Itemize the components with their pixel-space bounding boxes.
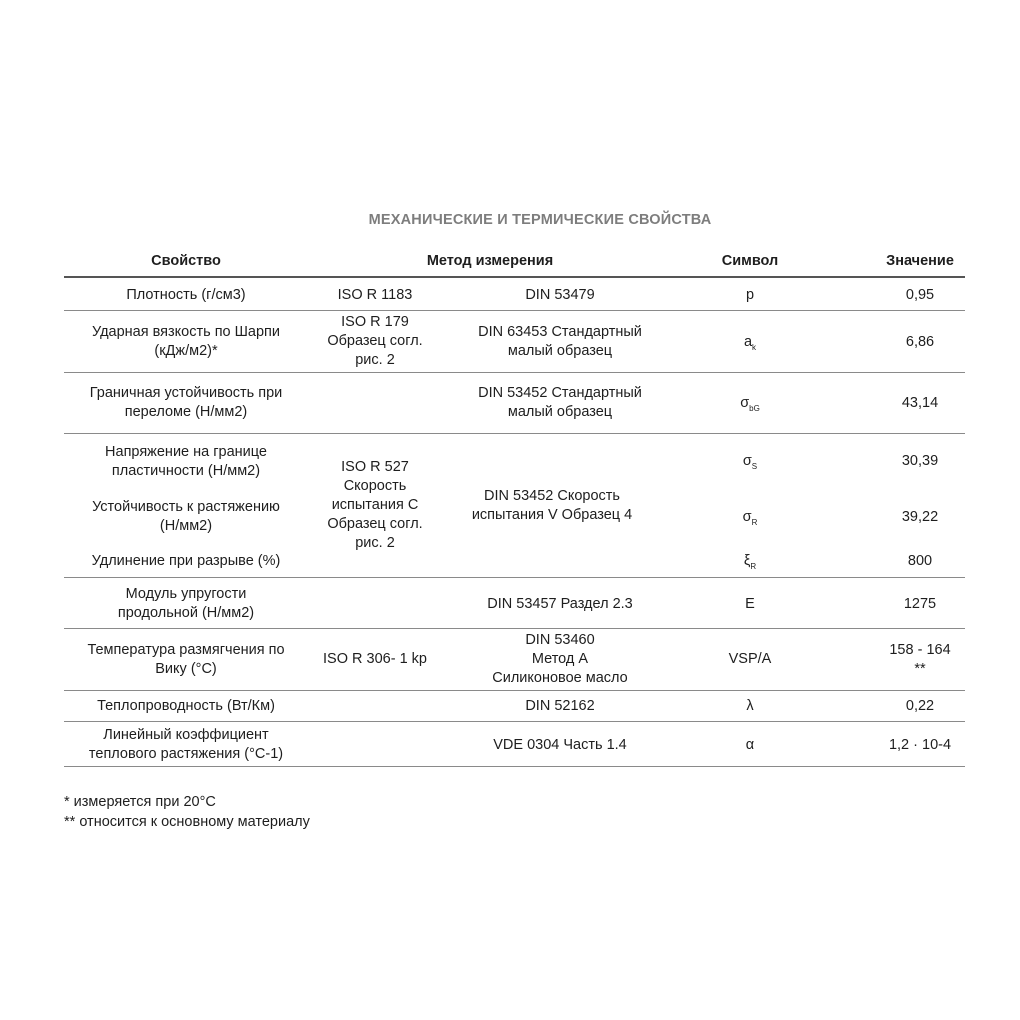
- cell-din: VDE 0304 Часть 1.4: [493, 737, 627, 753]
- cell-symbol: $\sigma_R$: [742, 509, 758, 527]
- cell-symbol: $\sigma_{bG}$: [740, 395, 760, 413]
- row-divider: [64, 310, 965, 311]
- cell-symbol: $a_k$: [743, 334, 757, 352]
- cell-value: 800: [907, 553, 933, 569]
- cell-iso: ISO R 1183: [337, 287, 413, 303]
- cell-value: 39,22: [901, 509, 939, 525]
- cell-property: Температура размягчения по Вику (°C): [87, 642, 285, 677]
- cell-value: 158 - 164 **: [889, 642, 951, 677]
- cell-din: DIN 53457 Раздел 2.3: [487, 596, 633, 612]
- cell-symbol: $\sigma_S$: [742, 453, 758, 471]
- cell-symbol: λ: [746, 698, 754, 714]
- row-divider: [64, 372, 965, 373]
- cell-symbol: p: [745, 287, 755, 303]
- cell-din: DIN 53452 Стандартный малый образец: [478, 385, 642, 420]
- cell-property: Линейный коэффициент теплового растяжения (°C-1): [88, 727, 284, 762]
- row-divider: [64, 433, 965, 434]
- cell-value: 0,22: [905, 698, 935, 714]
- cell-value: 6,86: [905, 334, 935, 350]
- cell-value: 1,2 · 10-4: [888, 737, 952, 753]
- cell-property: Удлинение при разрыве (%): [91, 553, 281, 569]
- cell-din: DIN 52162: [525, 698, 595, 714]
- cell-din: DIN 53460 Метод A Силиконовое масло: [492, 632, 628, 686]
- cell-property: Граничная устойчивость при переломе (Н/мм2): [89, 385, 283, 420]
- header-rule: [64, 276, 965, 278]
- cell-din: DIN 53479: [525, 287, 595, 303]
- row-divider: [64, 721, 965, 722]
- cell-din-group: DIN 53452 Скорость испытания V Образец 4: [471, 488, 633, 523]
- row-divider: [64, 766, 965, 767]
- cell-symbol: E: [745, 596, 755, 612]
- cell-value: 43,14: [901, 395, 939, 411]
- cell-property: Модуль упругости продольной (Н/мм2): [117, 586, 255, 621]
- cell-value: 1275: [903, 596, 937, 612]
- header-method: Метод измерения: [426, 253, 554, 269]
- row-divider: [64, 577, 965, 578]
- cell-value: 30,39: [901, 453, 939, 469]
- header-value: Значение: [886, 253, 954, 269]
- cell-property: Напряжение на границе пластичности (Н/мм2): [105, 444, 267, 479]
- row-divider: [64, 628, 965, 629]
- cell-iso: ISO R 179 Образец согл. рис. 2: [327, 314, 423, 368]
- cell-symbol: VSP/A: [728, 651, 772, 667]
- cell-property: Устойчивость к растяжению (Н/мм2): [92, 499, 280, 534]
- header-property: Свойство: [151, 253, 221, 269]
- cell-iso: ISO R 306- 1 kp: [323, 651, 427, 667]
- cell-din: DIN 63453 Стандартный малый образец: [478, 324, 642, 359]
- cell-property: Ударная вязкость по Шарпи (кДж/м2)*: [91, 324, 281, 359]
- footnote-1: * измеряется при 20°C: [64, 794, 216, 810]
- cell-symbol: α: [745, 737, 755, 753]
- cell-symbol: $\xi_R$: [743, 553, 757, 571]
- cell-property: Теплопроводность (Вт/Км): [97, 698, 275, 714]
- header-symbol: Символ: [721, 253, 779, 269]
- cell-value: 0,95: [905, 287, 935, 303]
- cell-iso-group: ISO R 527 Скорость испытания C Образец согл. рис. 2: [327, 459, 423, 551]
- table-title: МЕХАНИЧЕСКИЕ И ТЕРМИЧЕСКИЕ СВОЙСТВА: [368, 212, 712, 228]
- cell-property: Плотность (г/см3): [126, 287, 246, 303]
- footnote-2: ** относится к основному материалу: [64, 814, 310, 830]
- row-divider: [64, 690, 965, 691]
